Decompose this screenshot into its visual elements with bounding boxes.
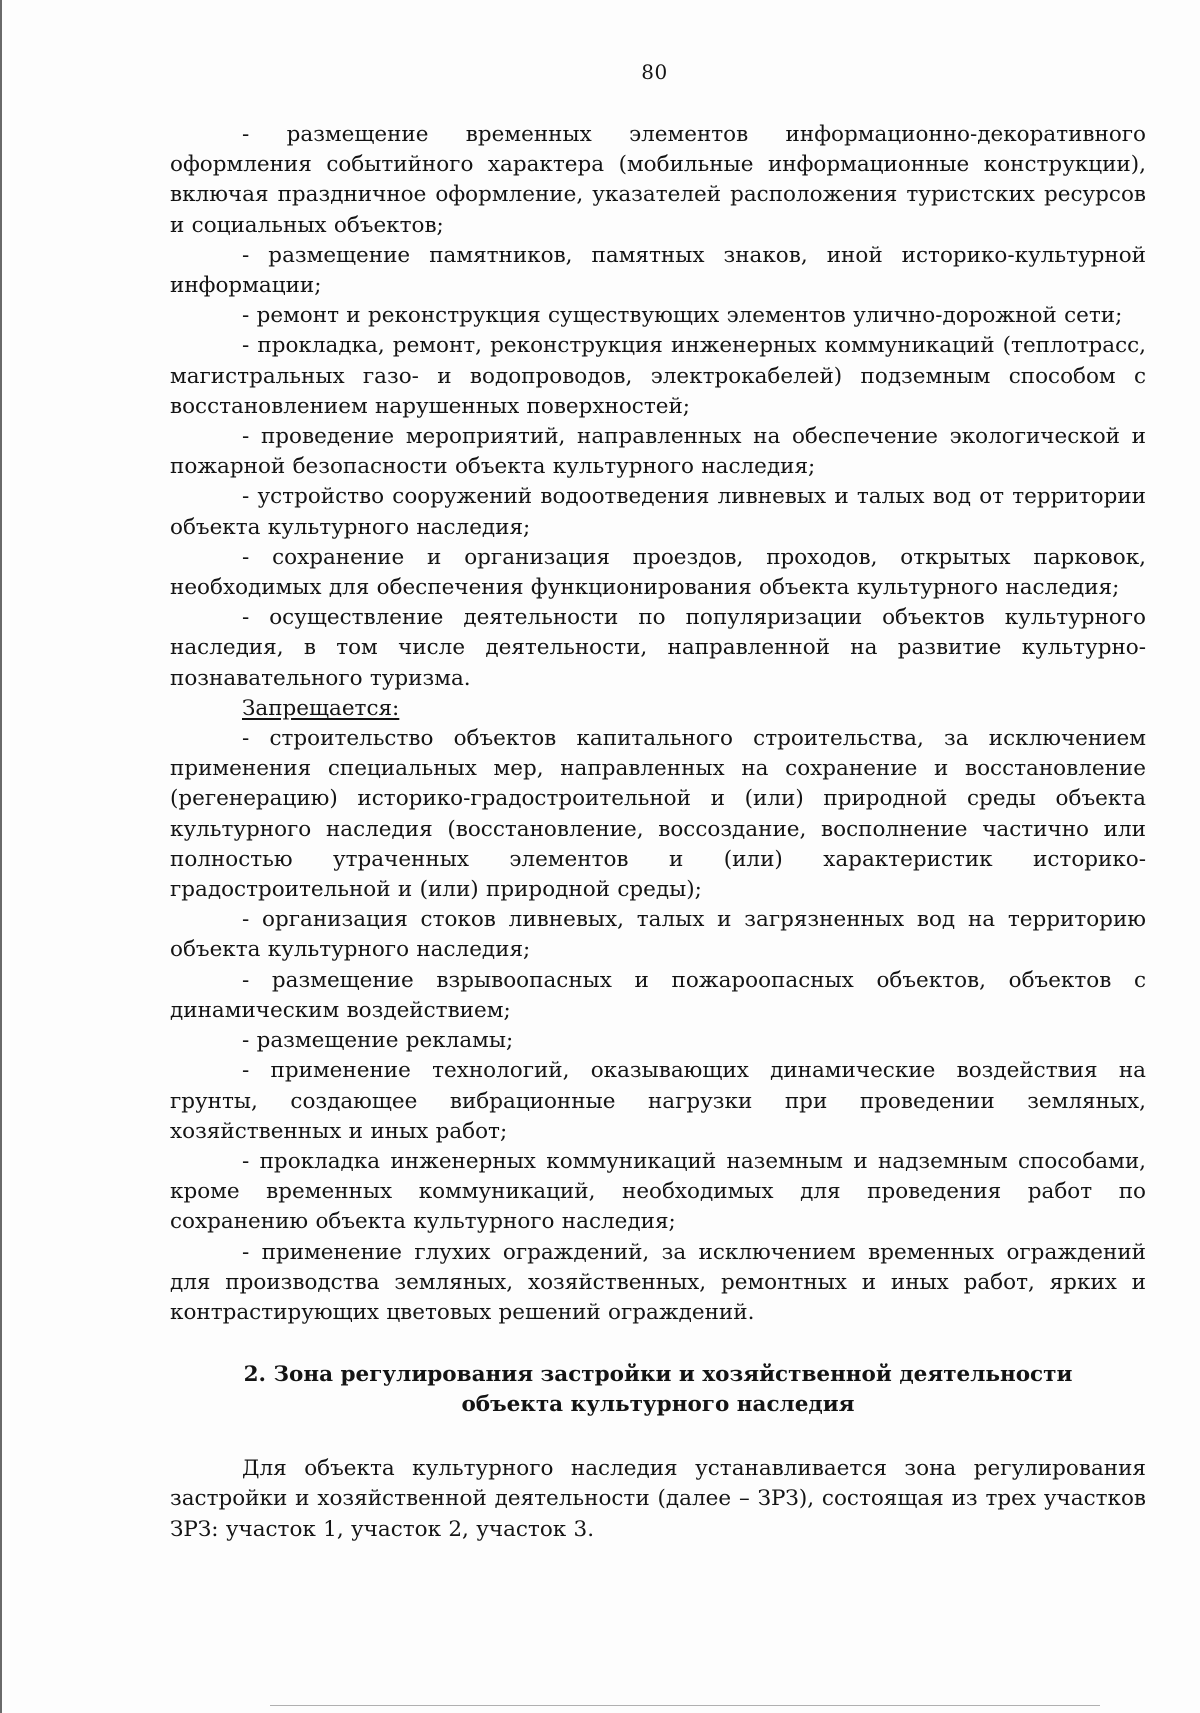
prohibited-item-7: - применение глухих ограждений, за исключением временных ограждений для производства земляных, хозяйственных, ремонтных и иных работ, ярких и контрастирующих цветовых решений ограждений.	[170, 1239, 1146, 1325]
section-heading	[170, 1360, 1146, 1420]
allowed-item-3: - ремонт и реконструкция существующих элементов улично-дорожной сети;	[242, 303, 1123, 329]
allowed-item-8: - осуществление деятельности по популяризации объектов культурного наследия, в том числе деятельности, направленной на развитие культурно-познавательного туризма.	[170, 605, 1146, 691]
allowed-item-2: - размещение памятников, памятных знаков, иной историко-культурной информации;	[170, 242, 1146, 299]
allowed-item-7: - сохранение и организация проездов, проходов, открытых парковок, необходимых для обеспечения функционирования объекта культурного наследия;	[170, 544, 1146, 601]
allowed-item-6: - устройство сооружений водоотведения ливневых и талых вод от территории объекта культурного наследия;	[170, 484, 1146, 540]
footer-rule	[270, 1705, 1100, 1706]
prohibited-item-6: - прокладка инженерных коммуникаций наземным и надземным способами, кроме временных коммуникаций, необходимых для проведения работ по сохранению объекта культурного наследия;	[170, 1148, 1146, 1235]
prohibited-item-3: - размещение взрывоопасных и пожароопасных объектов, объектов с динамическим воздействием;	[170, 967, 1146, 1023]
allowed-item-1: - размещение временных элементов информационно-декоративного оформления событийного характера (мобильные информационные конструкции), включая праздничное оформление, указателей расположения туристских ресурсов и социальных объектов;	[170, 122, 1146, 238]
page-number: 80	[641, 60, 668, 84]
document-body	[170, 120, 1146, 1545]
allowed-item-4: - прокладка, ремонт, реконструкция инженерных коммуникаций (теплотрасс, магистральных газо- и водопроводов, электрокабелей) подземным способом с восстановлением нарушенных поверхностей;	[170, 333, 1146, 419]
section-heading-line-1: 2. Зона регулирования застройки и хозяйственной деятельности	[243, 1362, 1073, 1388]
prohibited-item-4: - размещение рекламы;	[242, 1028, 514, 1054]
allowed-item-5: - проведение мероприятий, направленных на обеспечение экологической и пожарной безопасности объекта культурного наследия;	[170, 424, 1146, 480]
prohibited-item-2: - организация стоков ливневых, талых и загрязненных вод на территорию объекта культурного наследия;	[170, 907, 1146, 963]
prohibited-label: Запрещается:	[242, 695, 400, 721]
section-heading-line-2: объекта культурного наследия	[461, 1392, 855, 1418]
prohibited-item-5: - применение технологий, оказывающих динамические воздействия на грунты, создающее вибрационные нагрузки при проведении земляных, хозяйственных и иных работ;	[170, 1058, 1146, 1144]
prohibited-item-1: - строительство объектов капитального строительства, за исключением применения специальных мер, направленных на сохранение и восстановление (регенерацию) историко-градостроительной и (или) природной среды объекта культурного наследия (восстановление, воссоздание, восполнение частично или полностью утраченных элементов и (или) характеристик историко-градостроительной и (или) природной среды);	[170, 726, 1146, 903]
section-intro: Для объекта культурного наследия устанавливается зона регулирования застройки и хозяйственной деятельности (далее – ЗРЗ), состоящая из трех участков ЗРЗ: участок 1, участок 2, участок 3.	[170, 1456, 1146, 1542]
